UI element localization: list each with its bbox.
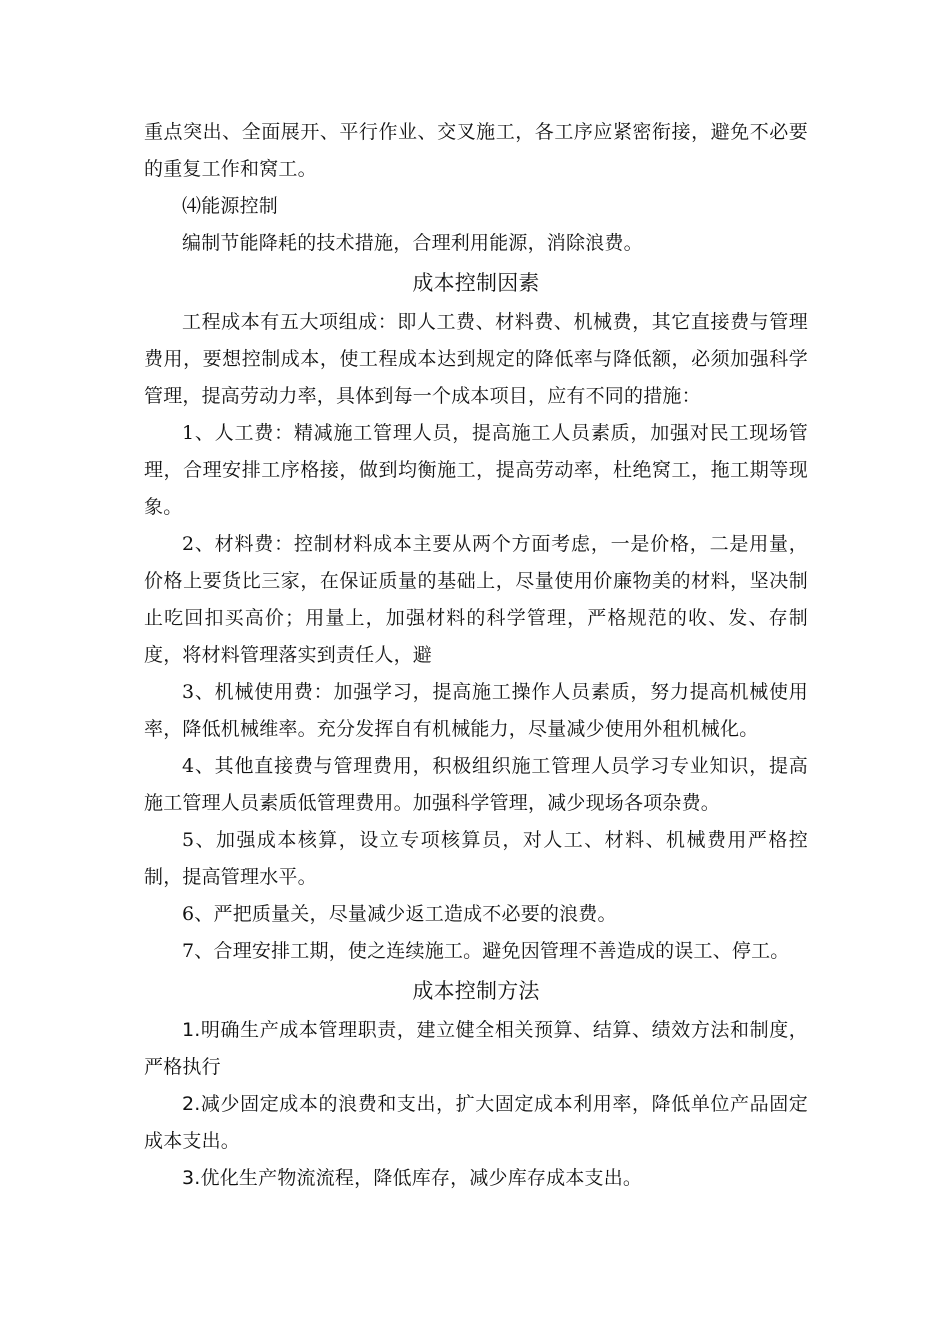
list-item: 5、加强成本核算，设立专项核算员，对人工、材料、机械费用严格控制，提高管理水平。 bbox=[144, 829, 808, 888]
list-number: 2. bbox=[182, 1093, 201, 1115]
list-item: 2、材料费：控制材料成本主要从两个方面考虑，一是价格，二是用量，价格上要货比三家，在保证质量的基础上，尽量使用价廉物美的材料，坚决制止吃回扣买高价；用量上，加强材料的科学管理，严格规范的收、发、存制度，将材料管理落实到责任人，避 bbox=[144, 533, 808, 666]
paragraph: 重点突出、全面展开、平行作业、交叉施工，各工序应紧密衔接，避免不必要的重复工作和窝工。 bbox=[144, 121, 808, 180]
list-item: 3、机械使用费：加强学习，提高施工操作人员素质，努力提高机械使用率，降低机械维率。充分发挥自有机械能力，尽量减少使用外租机械化。 bbox=[144, 681, 808, 740]
list-item: 6、严把质量关，尽量减少返工造成不必要的浪费。 bbox=[182, 903, 617, 925]
list-text: 优化生产物流流程，降低库存，减少库存成本支出。 bbox=[200, 1167, 643, 1189]
document-body bbox=[144, 114, 808, 1197]
list-item bbox=[144, 1012, 808, 1086]
list-number: 1. bbox=[182, 1019, 201, 1041]
subsection-title: ⑷能源控制 bbox=[182, 195, 279, 217]
list-text: 减少固定成本的浪费和支出，扩大固定成本利用率，降低单位产品固定成本支出。 bbox=[144, 1093, 808, 1152]
list-item: 7、合理安排工期，使之连续施工。避免因管理不善造成的误工、停工。 bbox=[182, 940, 790, 962]
section-heading-cost-factors: 成本控制因素 bbox=[412, 271, 540, 295]
list-text: 明确生产成本管理职责，建立健全相关预算、结算、绩效方法和制度，严格执行 bbox=[144, 1019, 808, 1078]
list-item bbox=[144, 1160, 808, 1197]
list-number: 3. bbox=[182, 1167, 201, 1189]
list-item: 1、人工费：精减施工管理人员，提高施工人员素质，加强对民工现场管理，合理安排工序格接，做到均衡施工，提高劳动率，杜绝窝工，拖工期等现象。 bbox=[144, 422, 808, 518]
paragraph: 工程成本有五大项组成：即人工费、材料费、机械费，其它直接费与管理费用，要想控制成本，使工程成本达到规定的降低率与降低额，必须加强科学管理，提高劳动力率，具体到每一个成本项目，应有不同的措施： bbox=[144, 311, 808, 407]
list-item: 4、其他直接费与管理费用，积极组织施工管理人员学习专业知识，提高施工管理人员素质低管理费用。加强科学管理，减少现场各项杂费。 bbox=[144, 755, 808, 814]
section-heading-cost-methods: 成本控制方法 bbox=[412, 979, 540, 1003]
paragraph: 编制节能降耗的技术措施，合理利用能源，消除浪费。 bbox=[182, 232, 643, 254]
list-item bbox=[144, 1086, 808, 1160]
